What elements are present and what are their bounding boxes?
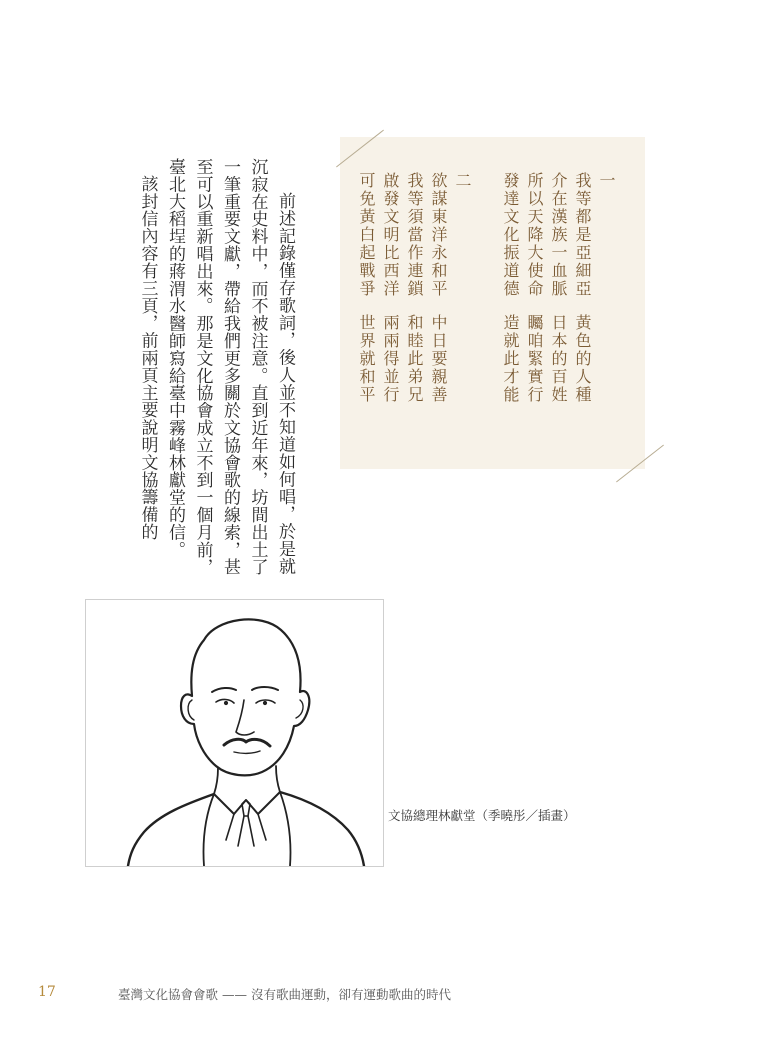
body-text — [133, 158, 298, 578]
lyric-line: 可免黃白起戰爭世界就和平 — [357, 172, 376, 404]
lyrics-stanza-2 — [354, 172, 474, 432]
lyric-line: 發達文化振道德造就此才能 — [501, 172, 520, 404]
stanza-number: 一 — [597, 172, 616, 190]
lyric-line: 所以天降大使命矚咱緊實行 — [525, 172, 544, 404]
page-number: 17 — [38, 984, 56, 1000]
stanza-number: 二 — [453, 172, 472, 190]
lyric-line: 欲謀東洋永和平中日要親善 — [429, 172, 448, 404]
lyric-line: 介在漢族一血脈日本的百姓 — [549, 172, 568, 404]
portrait-drawing — [86, 600, 383, 866]
lyric-line: 我等都是亞細亞黃色的人種 — [573, 172, 592, 404]
running-footer-title: 臺灣文化協會會歌 —— 沒有歌曲運動，卻有運動歌曲的時代 — [118, 987, 451, 1002]
song-lyrics — [354, 172, 618, 432]
body-paragraph-2: 該封信內容有三頁，前兩頁主要說明文協籌備的 — [137, 175, 158, 541]
portrait-illustration — [85, 599, 384, 867]
figure-caption: 文協總理林獻堂（季曉彤／插畫） — [388, 808, 576, 823]
lyric-line: 啟發文明比西洋兩兩得並行 — [381, 172, 400, 404]
body-paragraph-1: 前述記錄僅存歌詞，後人並不知道如何唱，於是就沉寂在史料中，而不被注意。直到近年來，坊間出土了一筆重要文獻，帶給我們更多關於文協會歌的線索，甚至可以重新唱出來。那是文化協會成立不到一個月前，臺北大稻埕的蔣渭水醫師寫給臺中霧峰林獻堂的信。 — [165, 158, 295, 576]
lyric-line: 我等須當作連鎖和睦此弟兄 — [405, 172, 424, 404]
lyrics-stanza-1 — [498, 172, 618, 432]
